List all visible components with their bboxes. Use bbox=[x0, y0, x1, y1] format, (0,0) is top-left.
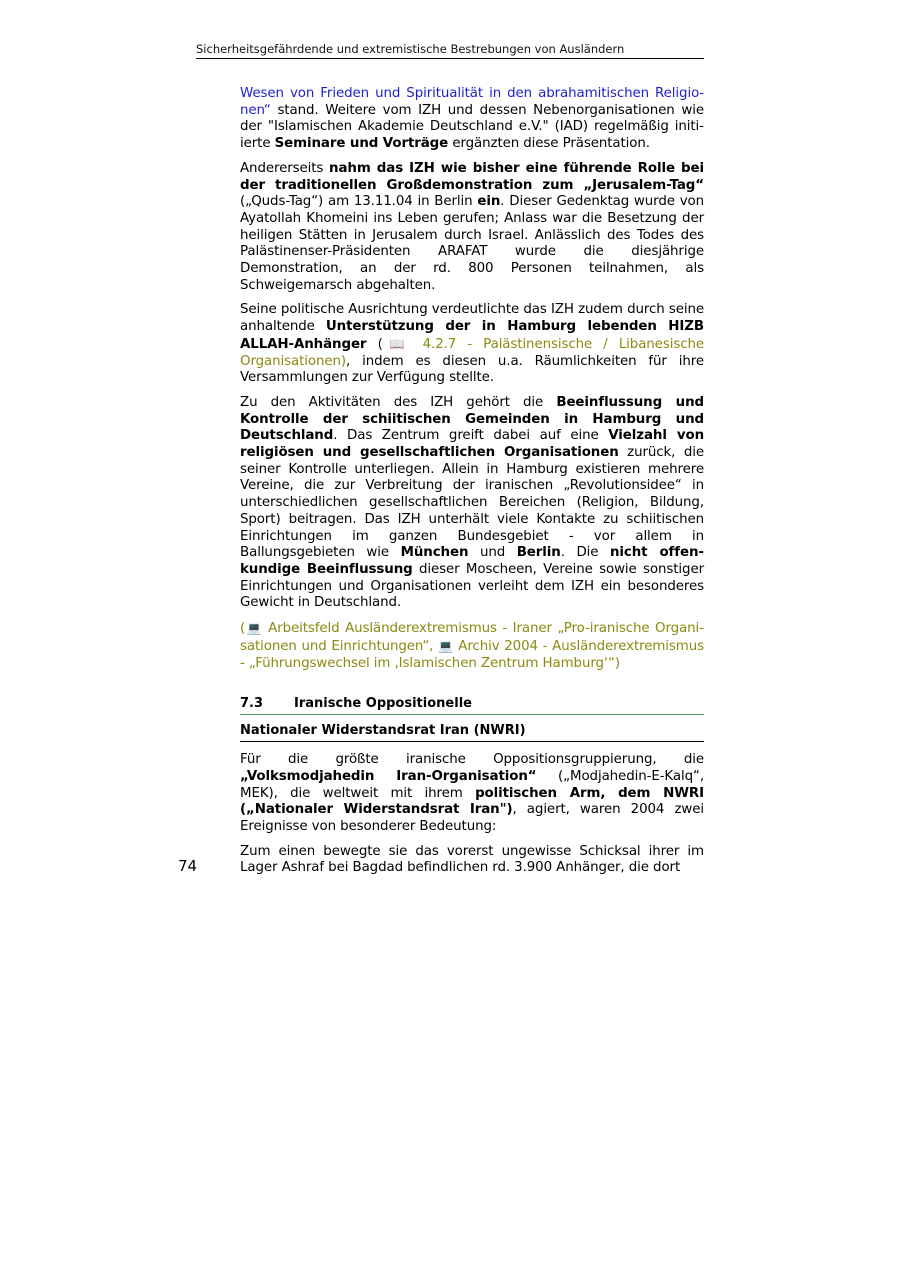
reference-link-arbeitsfeld[interactable]: Arbeitsfeld Ausländerextremismus - Iraner „Pro-iranische Organisationen und Einrichtungen“, bbox=[240, 621, 704, 654]
running-header: Sicherheitsgefährdende und extremistische Bestrebungen von Ausländern bbox=[196, 41, 704, 59]
main-text bbox=[240, 86, 704, 885]
paragraph-hizb-allah-support: Seine politische Ausrichtung verdeutlichte das IZH zudem durch seine anhaltende Unterstützung der in Hamburg lebenden HIZB ALLAH-Anhänger (📖 4.2.7 - Palästinensische / Libanesische Organisationen), indem es diesen u.a. Räumlichkeiten für ihre Versammlungen zur Verfügung stellte. bbox=[240, 302, 704, 386]
book-icon: 📖 bbox=[382, 336, 412, 351]
page-number: 74 bbox=[178, 857, 198, 875]
cross-reference-link[interactable]: 📖 4.2.7 - Palästinensische / Libanesische Organisationen) bbox=[240, 336, 704, 369]
link-abrahamic-religions[interactable]: Wesen von Frieden und Spiritualität in den abrahamitischen Religionen“ bbox=[240, 86, 704, 118]
paragraph-mek: Für die größte iranische Oppositionsgruppierung, die „Volksmodjahedin Iran-Organisation“ („Modjahedin-E-Kalq“, MEK), die weltweit mit ihrem politischen Arm, dem NWRI („Nationaler Widerstandsrat Iran"), agiert, waren 2004 zwei Ereignisse von besonderer Bedeutung: bbox=[240, 752, 705, 835]
reference-link-archiv[interactable]: Archiv 2004 - Ausländerextremismus - „Führungswechsel im ‚Islamischen Zentrum Hamburg‘“) bbox=[240, 638, 705, 671]
section-heading bbox=[240, 696, 704, 715]
computer-icon: 💻 bbox=[245, 621, 263, 636]
subheading-nwri: Nationaler Widerstandsrat Iran (NWRI) bbox=[240, 723, 704, 742]
paragraph-quds-day: Andererseits nahm das IZH wie bisher eine führende Rolle bei der traditionellen Großdemonstration zum „Jerusalem-Tag“ („Quds-Tag“) am 13.11.04 in Berlin ein. Dieser Gedenktag wurde von Ayatollah Khomeini ins Leben gerufen; Anlass war die Besetzung der heiligen Stätten in Jerusalem durch Israel. Anlässlich des Todes des Palästinenser-Präsidenten ARAFAT wurde die diesjährige Demonstration, an der rd. 800 Personen teilnahmen, als Schweigemarsch abgehalten. bbox=[240, 160, 705, 293]
paragraph-references: (💻 Arbeitsfeld Ausländerextremismus - Iraner „Pro-iranische Organisationen und Einrichtungen“, 💻 Archiv 2004 - Ausländerextremismus - „Führungswechsel im ‚Islamischen Zentrum Hamburg‘“) bbox=[240, 621, 705, 671]
paragraph-ashraf: Zum einen bewegte sie das vorerst ungewisse Schicksal ihrer im Lager Ashraf bei Bagdad befindlichen rd. 3.900 Anhänger, die dort bbox=[240, 843, 704, 876]
section-number: 7.3 bbox=[240, 696, 264, 712]
computer-icon: 💻 bbox=[438, 638, 454, 653]
paragraph-influence-control: Zu den Aktivitäten des IZH gehört die Beeinflussung und Kontrolle der schiitischen Gemeinden in Hamburg und Deutschland. Das Zentrum greift dabei auf eine Vielzahl von religiösen und gesellschaftlichen Organisationen zurück, die seiner Kontrolle unterliegen. Allein in Hamburg existieren mehrere Vereine, die zur Verbreitung der iranischen „Revolutionsidee“ in unterschiedlichen gesellschaftlichen Bereichen (Religion, Bildung, Sport) beitragen. Das IZH unterhält viele Kontakte zu schiitischen Einrichtungen im ganzen Bundesgebiet - vor allem in Ballungsgebieten wie München und Berlin. Die nicht offenkundige Beeinflussung dieser Moscheen, Vereine sowie sonstiger Einrichtungen und Organisationen verleiht dem IZH ein besonderes Gewicht in Deutschland. bbox=[240, 394, 705, 611]
paragraph-izh-seminars: Wesen von Frieden und Spiritualität in den abrahamitischen Religionen“ stand. Weitere vom IZH und dessen Nebenorganisationen wie der "Islamischen Akademie Deutschland e.V." (IAD) regelmäßig initiierte Seminare und Vorträge ergänzten diese Präsentation. bbox=[240, 86, 704, 152]
section-title: Iranische Oppositionelle bbox=[294, 696, 472, 712]
